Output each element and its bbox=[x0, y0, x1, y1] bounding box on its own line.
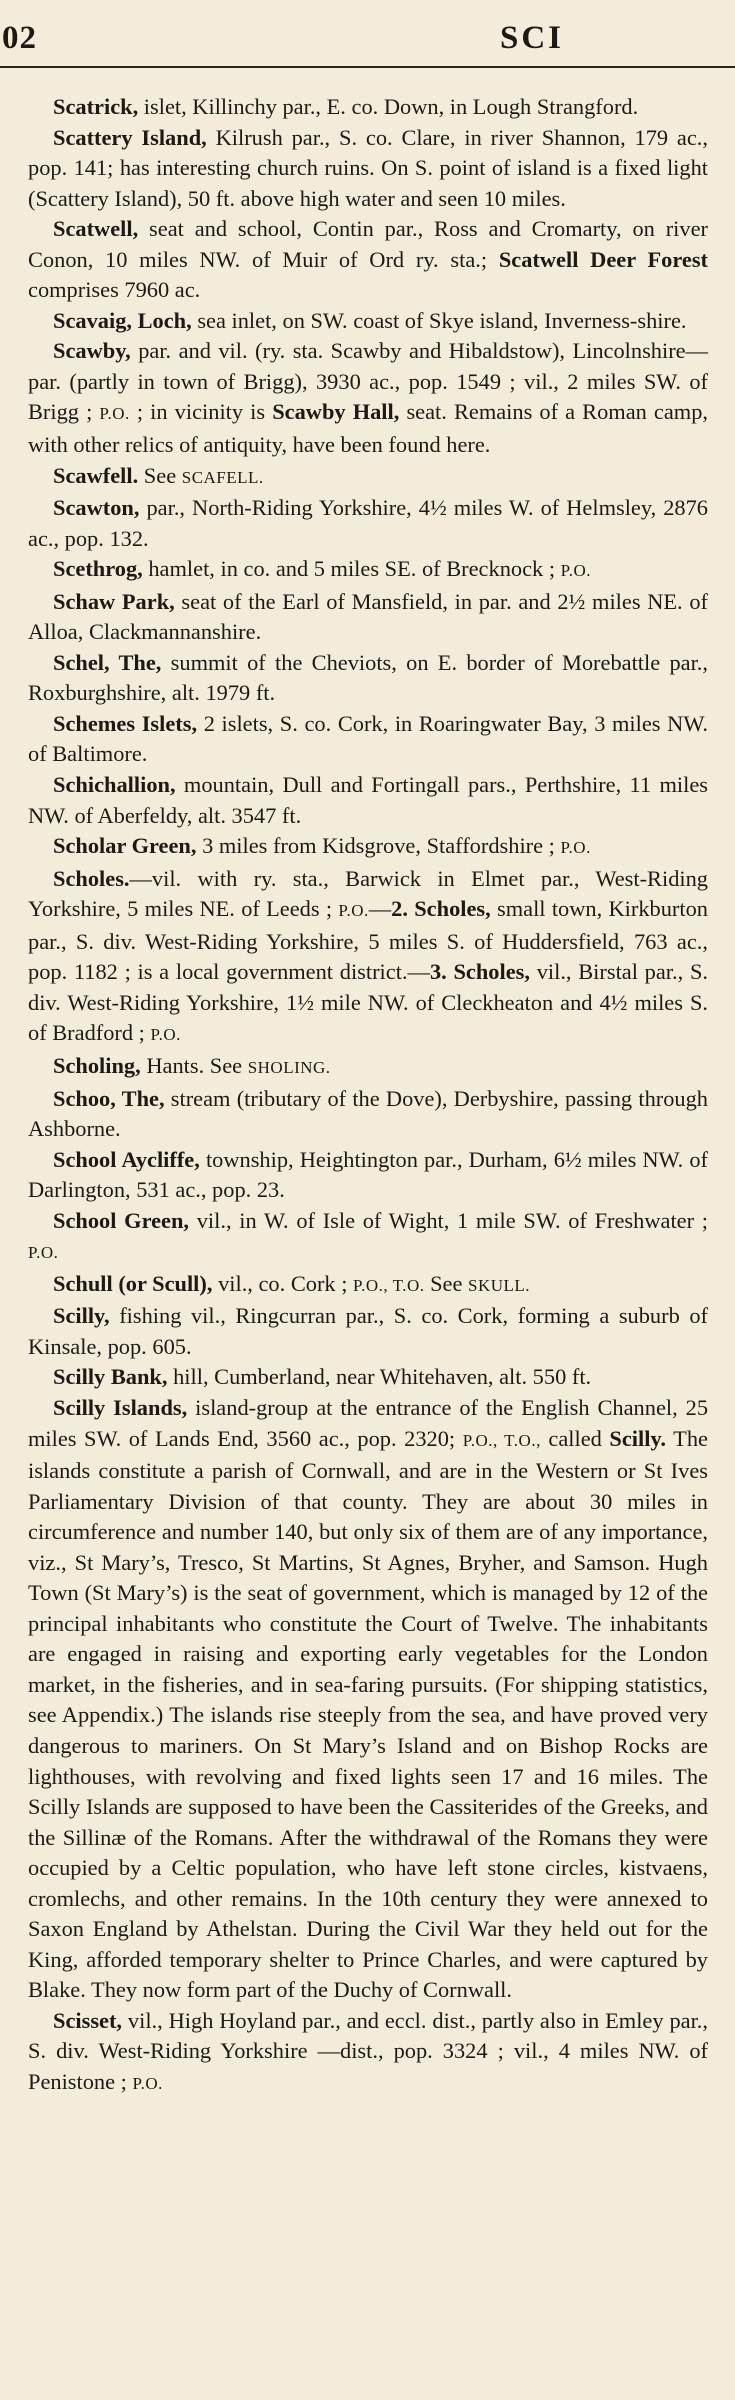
entry-headword: Scilly, bbox=[53, 1303, 110, 1329]
entry-text: The islands constitute a parish of Cornwall, and are in the Western or St Ives Parliamentary Division of that county. They are about 30 miles in circumference and number 140, but only six of them are of any importance, viz., St Mary’s, Tresco, St Martins, St Agnes, Bryher, and Samson. Hugh Town (St Mary’s) is the seat of government, which is managed by 12 of the principal inhabitants who constitute the Court of Twelve. The inhabitants are engaged in raising and exporting early vegetables for the London market, in the fisheries, and in sea-faring pursuits. (For shipping statistics, see Appendix.) The islands rise steeply from the sea, and have proved very dangerous to mariners. On St Mary’s Island and on Bishop Rocks are lighthouses, with revolving and fixed lights seen 17 and 16 miles. The Scilly Islands are supposed to have been the Cassiterides of the Greeks, and the Sillinæ of the Romans. After the withdrawal of the Romans they were occupied by a Celtic population, who have left stone circles, kistvaens, cromlechs, and other remains. In the 10th century they were annexed to Saxon England by Athelstan. During the Civil War they held out for the King, afforded temporary shelter to Prince Charles, and were captured by Blake. They now form part of the Duchy of Cornwall. bbox=[28, 1425, 708, 2003]
entry-headword: Scholes. bbox=[53, 865, 130, 891]
entry-text: township, Heightington par., Durham, 6½ miles NW. of Darlington, 531 ac., pop. 23. bbox=[28, 1146, 708, 1203]
gazetteer-entry bbox=[28, 1051, 708, 1084]
entry-text: comprises 7960 ac. bbox=[28, 277, 201, 303]
entry-headword: Schel, The, bbox=[53, 649, 162, 675]
entry-headword: Schull (or Scull), bbox=[53, 1270, 213, 1296]
entry-text: Hants. See bbox=[140, 1052, 248, 1078]
entry-text: islet, Killinchy par., E. co. Down, in Lough Strangford. bbox=[138, 94, 639, 119]
entry-text: vil., High Hoyland par., and eccl. dist., partly also in Emley par., S. div. West-Riding Yorkshire —dist., pop. 3324 ; vil., 4 miles NW. of Penistone ; bbox=[28, 2007, 708, 2094]
entry-text: 3 miles from Kidsgrove, Staffordshire ; bbox=[196, 833, 561, 859]
gazetteer-entry bbox=[28, 336, 708, 460]
entry-headword: Scatwell Deer Forest bbox=[498, 246, 708, 272]
entry-headword: Scawfell. bbox=[53, 462, 139, 488]
gazetteer-entry bbox=[28, 554, 708, 587]
entry-text: seat and school, Contin par., Ross and Cromarty, on river Conon, 10 miles NW. of Muir of Ord ry. sta.; bbox=[28, 216, 708, 272]
entry-text: fishing vil., Ringcurran par., S. co. Cork, forming a suburb of Kinsale, pop. 605. bbox=[28, 1303, 708, 1359]
entry-text: Kilrush par., S. co. Clare, in river Shannon, 179 ac., pop. 141; has interesting church ruins. On S. point of island is a fixed light (Scattery Island), 50 ft. above high water and seen 10 miles. bbox=[28, 124, 709, 211]
entry-text: vil., in W. of Isle of Wight, 1 mile SW. of Freshwater ; bbox=[189, 1207, 708, 1233]
entry-text: See bbox=[138, 462, 182, 488]
abbreviation: P.O., T.O., bbox=[462, 1430, 541, 1450]
entry-headword: Scholing, bbox=[53, 1052, 141, 1078]
entry-text: par., North-Riding Yorkshire, 4½ miles W. of Helmsley, 2876 ac., pop. 132. bbox=[28, 495, 708, 551]
entry-text: seat of the Earl of Mansfield, in par. and 2½ miles NE. of Alloa, Clackmannanshire. bbox=[28, 588, 708, 645]
entry-text: called bbox=[540, 1425, 610, 1451]
abbreviation: P.O., T.O. bbox=[353, 1275, 425, 1295]
gazetteer-entry bbox=[28, 770, 708, 831]
entry-headword: Scilly Bank, bbox=[53, 1364, 168, 1390]
entry-text: —vil. with ry. sta., Barwick in Elmet par., West-Riding Yorkshire, 5 miles NE. of Leeds ; bbox=[28, 865, 708, 922]
gazetteer-entry bbox=[28, 2006, 708, 2100]
entry-text: See bbox=[424, 1270, 469, 1296]
gazetteer-entry bbox=[28, 648, 708, 709]
abbreviation: SCAFELL. bbox=[181, 467, 264, 487]
entry-headword: Scawby Hall, bbox=[272, 399, 400, 425]
entry-headword: Scawton, bbox=[53, 495, 140, 521]
entry-text: — bbox=[368, 896, 392, 922]
entry-text: mountain, Dull and Fortingall pars., Perthshire, 11 miles NW. of Aberfeldy, alt. 3547 ft. bbox=[28, 772, 708, 828]
gazetteer-entry bbox=[28, 92, 708, 123]
entry-headword: Scavaig, Loch, bbox=[53, 307, 192, 333]
entry-headword: School Aycliffe, bbox=[53, 1146, 200, 1172]
page-number: 02 bbox=[2, 20, 37, 56]
abbreviation: P.O. bbox=[560, 561, 591, 581]
gazetteer-entry bbox=[28, 831, 708, 864]
abbreviation: P.O. bbox=[150, 1025, 181, 1045]
gazetteer-entry bbox=[28, 864, 708, 1051]
entry-text: hamlet, in co. and 5 miles SE. of Brecknock ; bbox=[142, 556, 561, 582]
entry-headword: Schaw Park, bbox=[53, 588, 175, 614]
entry-text: vil., co. Cork ; bbox=[212, 1270, 354, 1296]
entry-text: hill, Cumberland, near Whitehaven, alt. 550 ft. bbox=[167, 1364, 592, 1390]
abbreviation: P.O. bbox=[28, 1243, 59, 1263]
gazetteer-entry bbox=[28, 306, 708, 337]
entry-headword: Schoo, The, bbox=[53, 1085, 165, 1111]
abbreviation: SKULL. bbox=[468, 1275, 531, 1295]
abbreviation: P.O. bbox=[338, 901, 369, 921]
entry-headword: Scatwell, bbox=[53, 216, 139, 242]
entry-headword: Scholar Green, bbox=[53, 833, 197, 859]
gazetteer-entry bbox=[28, 493, 708, 554]
entry-text: 2 islets, S. co. Cork, in Roaringwater Bay, 3 miles NW. of Baltimore. bbox=[28, 710, 708, 767]
gazetteer-entry bbox=[28, 709, 708, 770]
entries-column bbox=[28, 92, 708, 2100]
entry-text: island-group at the entrance of the English Channel, 25 miles SW. of Lands End, 3560 ac., pop. 2320; bbox=[28, 1394, 709, 1451]
entry-text: vil., Birstal par., S. div. West-Riding Yorkshire, 1½ mile NW. of Cleckheaton and 4½ miles S. of Bradford ; bbox=[28, 959, 709, 1046]
entry-text: small town, Kirkburton par., S. div. West-Riding Yorkshire, 5 miles S. of Huddersfield, 763 ac., pop. 1182 ; is a local government district.— bbox=[28, 896, 708, 985]
entry-headword: Scattery Island, bbox=[53, 124, 207, 150]
abbreviation: P.O. bbox=[132, 2074, 163, 2093]
entry-headword: Scisset, bbox=[53, 2007, 123, 2033]
entry-headword: 2. Scholes, bbox=[391, 896, 491, 922]
gazetteer-entry bbox=[28, 461, 708, 494]
gazetteer-entry bbox=[28, 1206, 708, 1269]
gazetteer-entry bbox=[28, 1269, 708, 1302]
gazetteer-entry bbox=[28, 1084, 708, 1145]
abbreviation: P.O. bbox=[99, 404, 130, 424]
entry-headword: Schichallion, bbox=[53, 772, 176, 798]
entry-headword: Scawby, bbox=[53, 338, 131, 364]
entry-text: summit of the Cheviots, on E. border of Morebattle par., Roxburghshire, alt. 1979 ft. bbox=[28, 649, 708, 706]
gazetteer-entry bbox=[28, 1301, 708, 1362]
entry-headword: Scethrog, bbox=[53, 556, 143, 582]
entry-text: sea inlet, on SW. coast of Skye island, Inverness-shire. bbox=[191, 307, 687, 333]
gazetteer-entry bbox=[28, 123, 708, 215]
page-header bbox=[0, 0, 735, 68]
running-head: SCI bbox=[500, 20, 565, 56]
entry-headword: 3. Scholes, bbox=[429, 959, 530, 985]
entry-headword: Scilly Islands, bbox=[53, 1394, 188, 1420]
gazetteer-entry bbox=[28, 1393, 708, 2006]
abbreviation: SHOLING. bbox=[247, 1057, 331, 1077]
entry-headword: Scilly. bbox=[609, 1425, 667, 1451]
abbreviation: P.O. bbox=[560, 838, 591, 858]
gazetteer-entry bbox=[28, 1362, 708, 1393]
gazetteer-entry bbox=[28, 214, 708, 306]
entry-text: ; in vicinity is bbox=[129, 399, 273, 425]
entry-text: seat. Remains of a Roman camp, with other relics of antiquity, have been found here. bbox=[28, 399, 709, 458]
gazetteer-entry bbox=[28, 587, 708, 648]
entry-headword: Scatrick, bbox=[53, 94, 139, 119]
entry-text: par. and vil. (ry. sta. Scawby and Hibaldstow), Lincolnshire—par. (partly in town of Brigg), 3930 ac., pop. 1549 ; vil., 2 miles SW. of Brigg ; bbox=[28, 338, 708, 425]
entry-text: stream (tributary of the Dove), Derbyshire, passing through Ashborne. bbox=[28, 1085, 709, 1142]
entry-headword: School Green, bbox=[53, 1207, 190, 1233]
entry-headword: Schemes Islets, bbox=[53, 710, 198, 736]
gazetteer-entry bbox=[28, 1145, 708, 1206]
